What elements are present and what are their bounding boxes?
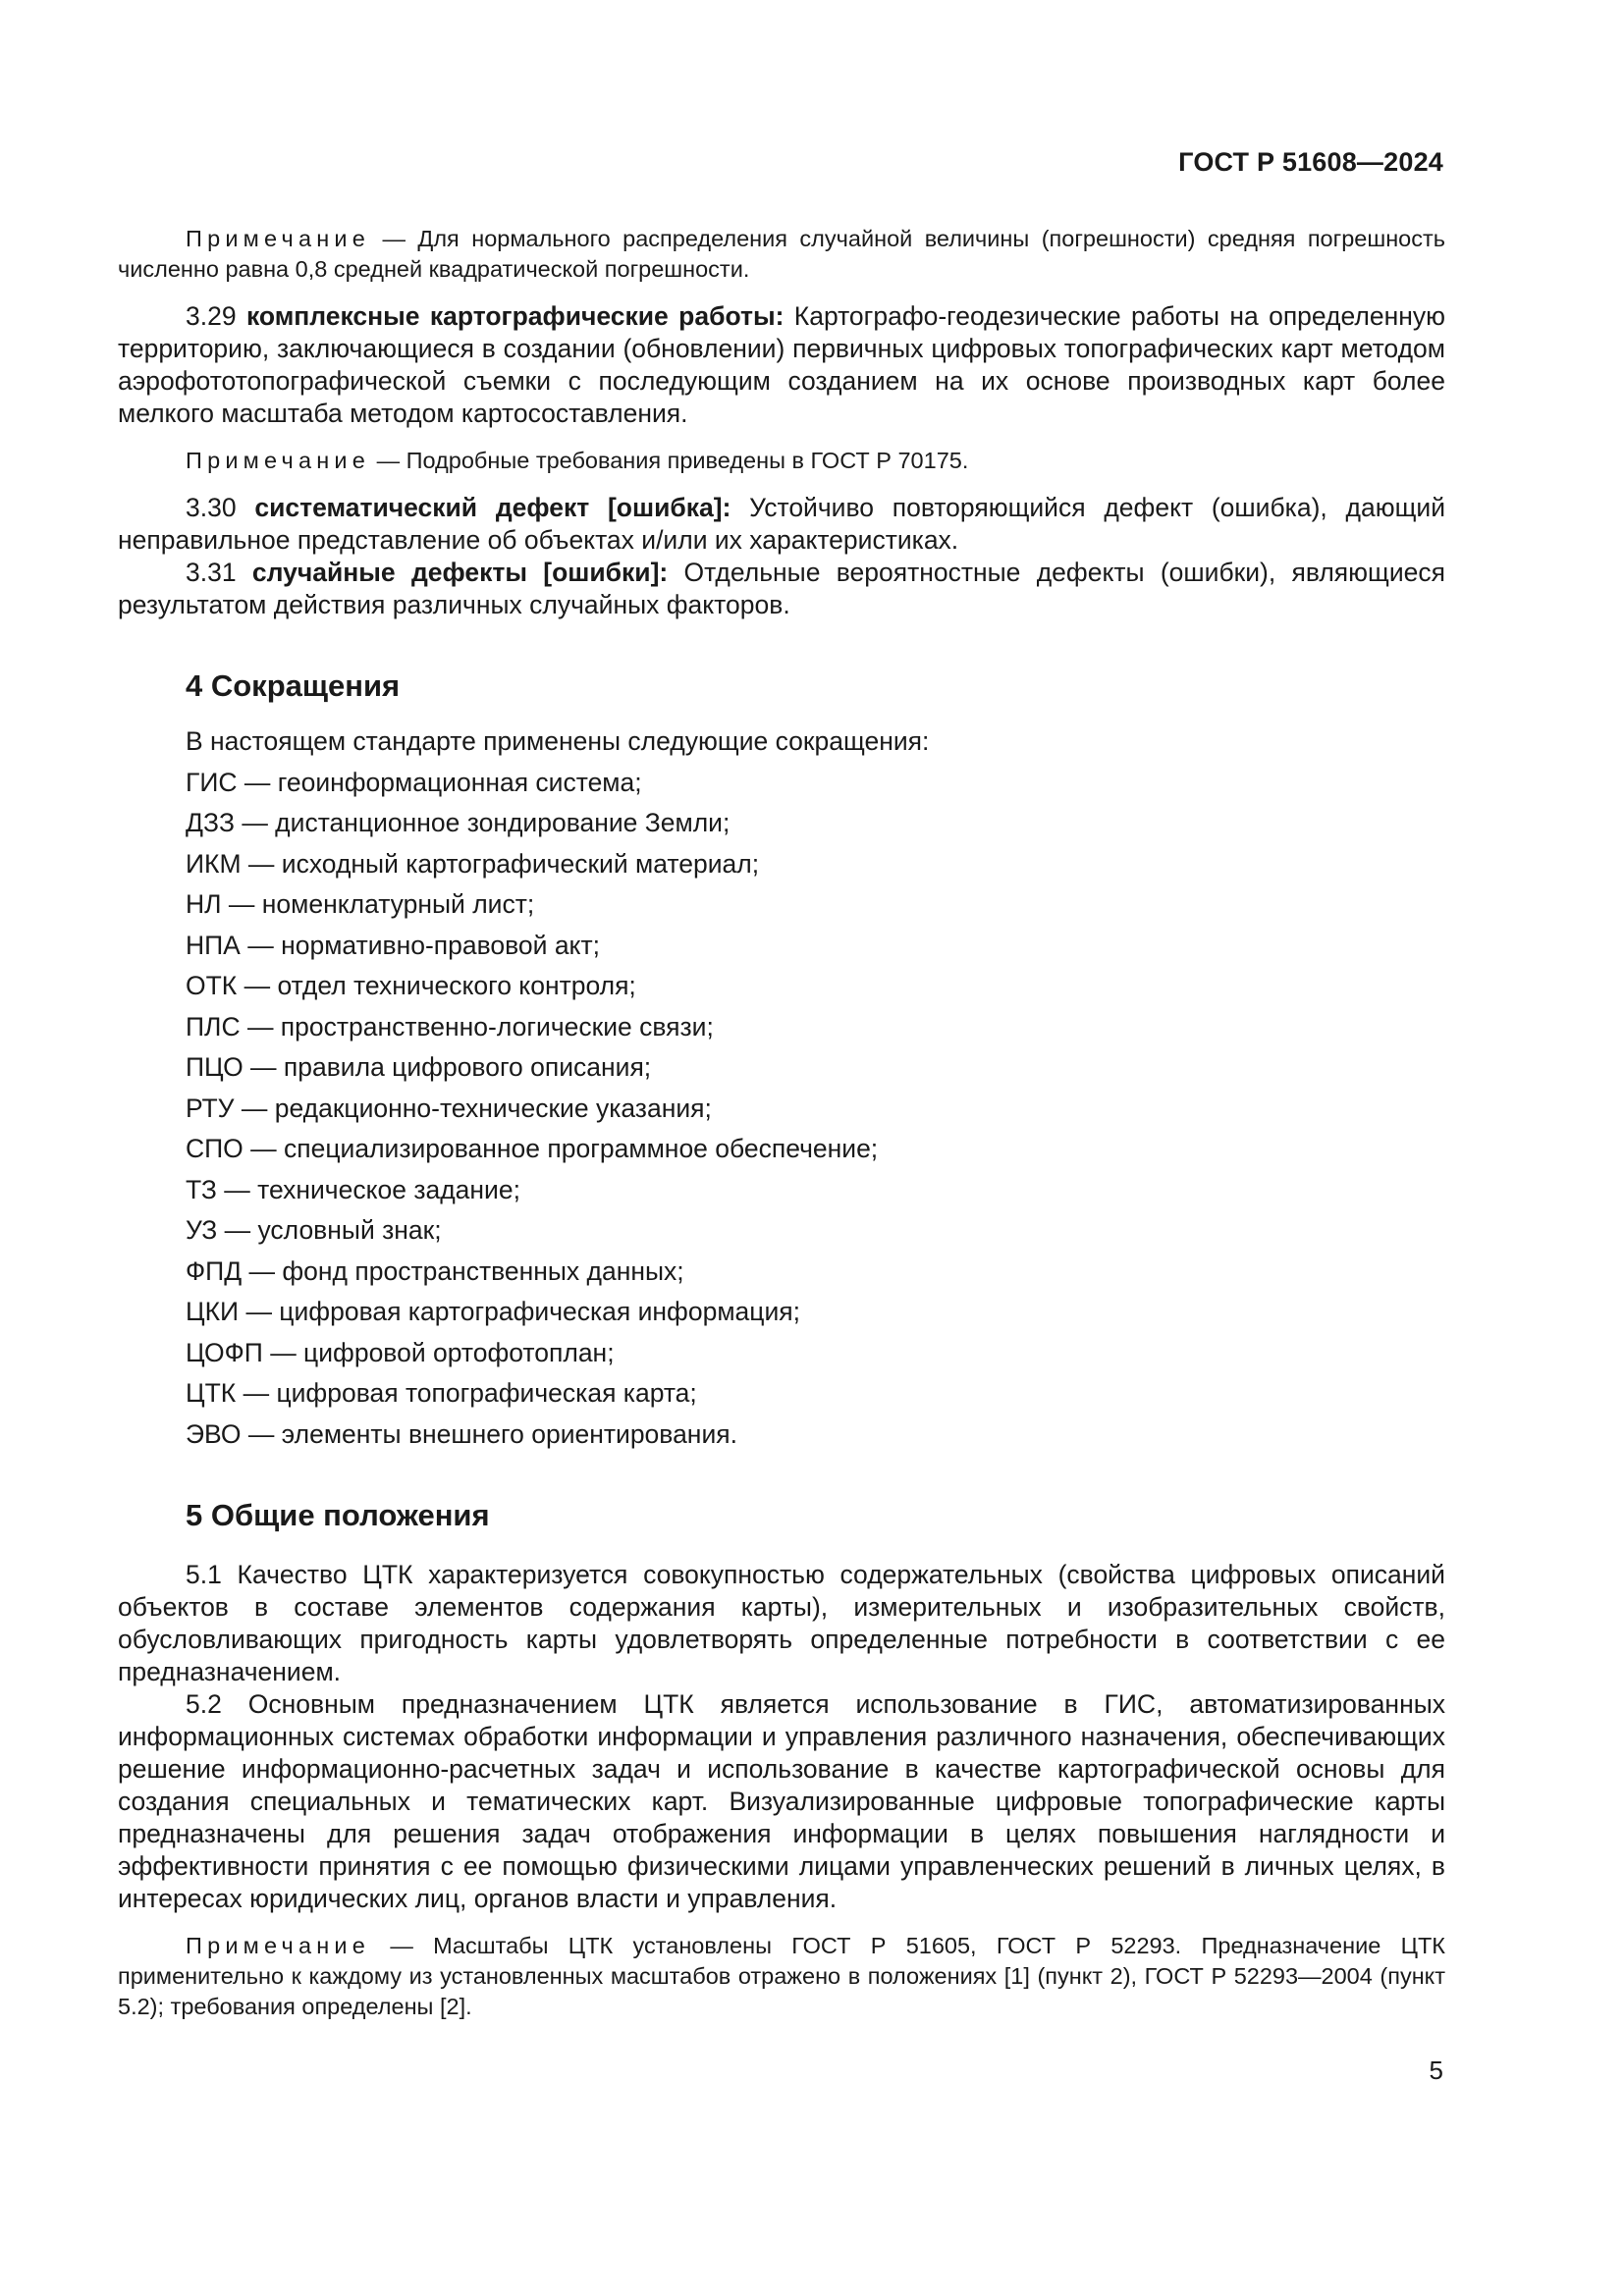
- term-definition: Устойчиво повторяющийся дефект (ошибка), дающий неправильное представление об объектах и/или их характеристиках.: [118, 493, 1446, 555]
- abbreviation-item: НПА — нормативно-правовой акт;: [186, 930, 600, 960]
- abbreviation-item: ПЦО — правила цифрового описания;: [186, 1052, 652, 1082]
- abbreviation-item: НЛ — номенклатурный лист;: [186, 889, 535, 919]
- term-name: случайные дефекты [ошибки]:: [251, 558, 669, 587]
- note-paragraph: [118, 446, 1445, 476]
- note-label: Примечание: [186, 448, 371, 473]
- term-number: 3.29: [186, 301, 237, 331]
- note-paragraph: [118, 1931, 1445, 2022]
- abbreviation-item: РТУ — редакционно-технические указания;: [186, 1093, 712, 1123]
- document-header: ГОСТ Р 51608—2024: [1178, 147, 1443, 177]
- note-paragraph: [118, 224, 1445, 285]
- term-definition: Отдельные вероятностные дефекты (ошибки), являющиеся результатом действия различных случайных факторов.: [118, 558, 1445, 619]
- section-5-heading: 5 Общие положения: [186, 1497, 490, 1532]
- abbreviation-item: ЦКИ — цифровая картографическая информация;: [186, 1297, 800, 1326]
- note-label: Примечание: [186, 1932, 371, 1958]
- term-name: комплексные картографические работы:: [245, 301, 785, 331]
- abbreviation-item: ЭВО — элементы внешнего ориентирования.: [186, 1418, 737, 1449]
- abbreviation-item: ЦОФП — цифровой ортофотоплан;: [186, 1337, 615, 1367]
- clause-5-1: 5.1 Качество ЦТК характеризуется совокупностью содержательных (свойства цифровых описаний объектов в составе элементов содержания карты), измерительных и изобразительных свойств, обусловливающих пригодность карты удовлетворять определенные потребности в соответствии с ее предназначением.: [118, 1559, 1445, 1686]
- abbreviation-item: ТЗ — техническое задание;: [186, 1174, 520, 1204]
- term-number: 3.31: [186, 558, 237, 587]
- abbreviation-item: ОТК — отдел технического контроля;: [186, 971, 636, 1000]
- term-definition: Картографо-геодезические работы на определенную территорию, заключающиеся в создании (обновлении) первичных цифровых топографических карт методом аэрофототопографической съемки с последующим созданием на их основе производных карт более мелкого масштаба методом картосоставления.: [118, 301, 1445, 428]
- term-3-31: [118, 557, 1445, 621]
- abbreviations-intro: В настоящем стандарте применены следующие сокращения:: [186, 726, 930, 756]
- abbreviation-item: ФПД — фонд пространственных данных;: [186, 1255, 684, 1286]
- term-3-30: [118, 492, 1445, 557]
- page-number: 5: [1429, 2056, 1443, 2085]
- section-4-heading: 4 Сокращения: [186, 668, 401, 703]
- abbreviation-item: ГИС — геоинформационная система;: [186, 767, 642, 797]
- abbreviation-item: ЦТК — цифровая топографическая карта;: [186, 1378, 697, 1408]
- term-number: 3.30: [186, 493, 237, 522]
- term-3-29: [118, 300, 1445, 430]
- abbreviation-item: ПЛС — пространственно-логические связи;: [186, 1011, 714, 1041]
- clause-5-2: 5.2 Основным предназначением ЦТК является использование в ГИС, автоматизированных информационных системах обработки информации и управления различного назначения, обеспечивающих решение информационно-расчетных задач и использование в качестве картографической основы для создания специальных и тематических карт. Визуализированные цифровые топографические карты предназначены для решения задач отображения информации в целях повышения наглядности и эффективности принятия с ее помощью физическими лицами управленческих решений в личных целях, в интересах юридических лиц, органов власти и управления.: [118, 1688, 1445, 1913]
- note-text: — Подробные требования приведены в ГОСТ Р 70175.: [376, 448, 969, 473]
- note-text: — Для нормального распределения случайной величины (погрешности) средняя погрешность численно равна 0,8 средней квадратической погрешности.: [118, 226, 1445, 282]
- abbreviations-list: [118, 767, 1445, 1451]
- abbreviation-item: ДЗЗ — дистанционное зондирование Земли;: [186, 808, 731, 837]
- document-body: [118, 224, 1445, 2022]
- abbreviation-item: УЗ — условный знак;: [186, 1215, 442, 1245]
- term-name: систематический дефект [ошибка]:: [254, 493, 731, 522]
- abbreviation-item: СПО — специализированное программное обеспечение;: [186, 1134, 879, 1163]
- note-text: — Масштабы ЦТК установлены ГОСТ Р 51605, ГОСТ Р 52293. Предназначение ЦТК применительно к каждому из установленных масштабов отражено в положениях [1] (пункт 2), ГОСТ Р 52293—2004 (пункт 5.2); требования определены [2].: [118, 1932, 1445, 2019]
- abbreviation-item: ИКМ — исходный картографический материал;: [186, 848, 760, 879]
- note-label: Примечание: [186, 226, 371, 251]
